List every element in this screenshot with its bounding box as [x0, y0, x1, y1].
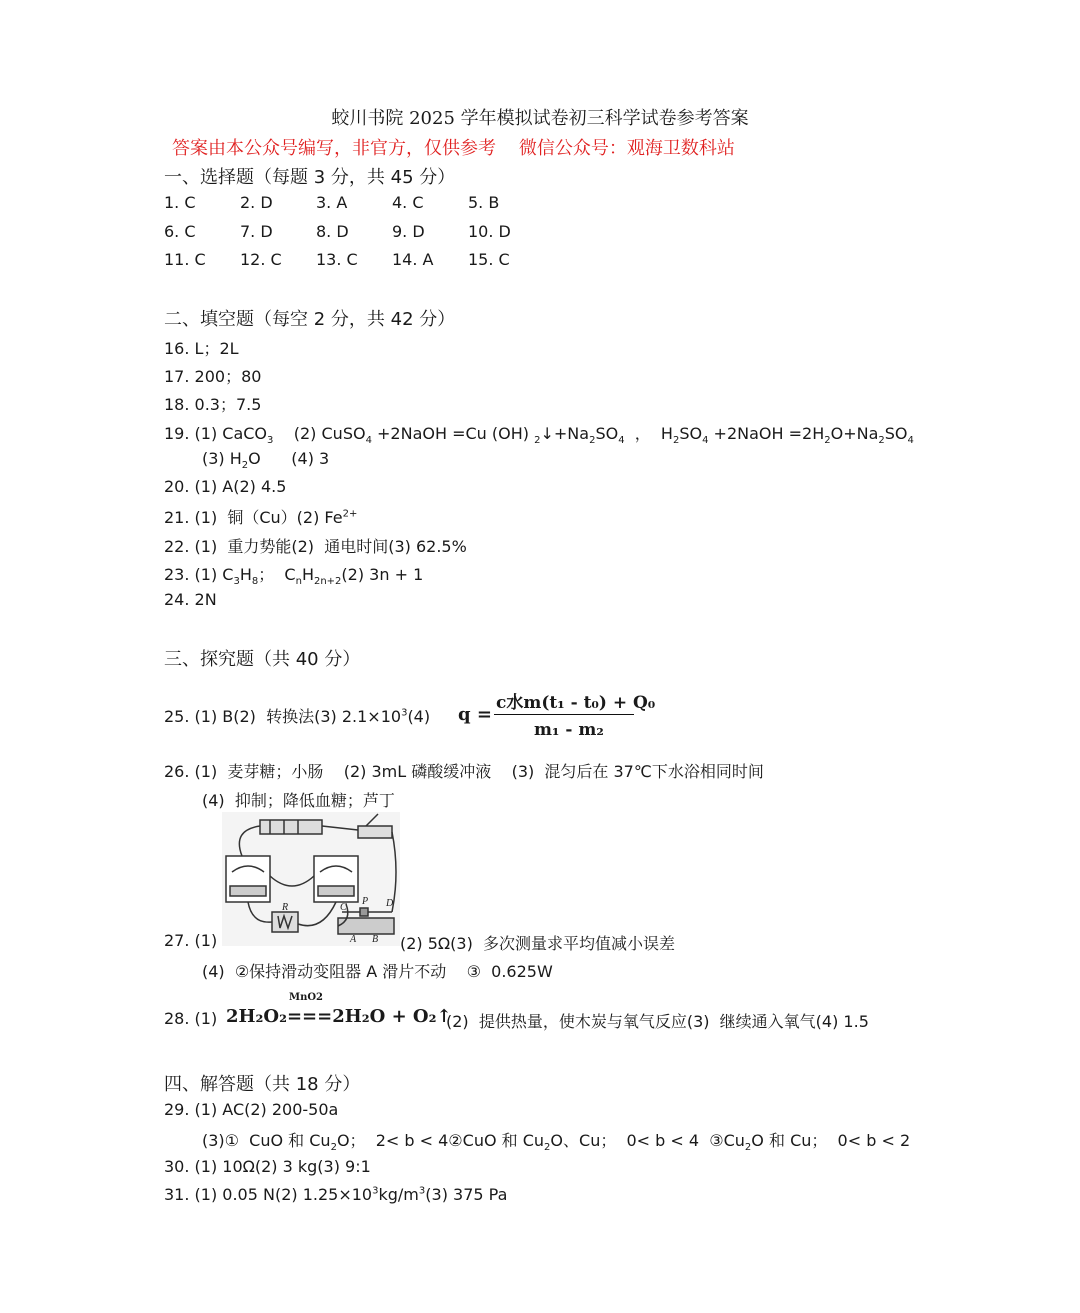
- mc-answer: 7. D: [240, 222, 273, 241]
- subscript: 3: [267, 435, 274, 447]
- text: ， H: [624, 424, 673, 443]
- mc-answer: 8. D: [316, 222, 349, 241]
- text: 25. (1) B(2) 转换法(3) 2.1×10: [164, 707, 402, 726]
- section-heading-choice: 一、选择题（每题 3 分，共 45 分）: [164, 167, 456, 188]
- text: 19. (1) CaCO: [164, 424, 268, 443]
- answer-26-line1: 26. (1) 麦芽糖；小肠 (2) 3mL 磷酸缓冲液 (3) 混匀后在 37℃下水浴相同时间: [164, 762, 764, 781]
- subscript: 8: [251, 576, 259, 588]
- answer-27-lead: 27. (1): [164, 931, 218, 950]
- circuit-label-b: B: [372, 934, 379, 945]
- subscript: n: [295, 576, 302, 588]
- section-heading-inquiry: 三、探究题（共 40 分）: [164, 649, 361, 670]
- text: 21. (1) 铜（Cu）(2) Fe: [164, 508, 343, 527]
- section-heading-solve: 四、解答题（共 18 分）: [164, 1074, 361, 1095]
- subscript: 2: [534, 435, 541, 447]
- circuit-diagram: [222, 812, 400, 946]
- answer-26-line2: (4) 抑制；降低血糖；芦丁: [202, 791, 395, 810]
- answer-27-line1: (2) 5Ω(3) 多次测量求平均值减小误差: [400, 934, 675, 953]
- superscript: 3: [418, 1185, 426, 1197]
- formula-denominator: m₁ - m₂: [534, 720, 604, 740]
- mc-answer: 5. B: [468, 193, 500, 212]
- text: H: [301, 565, 314, 584]
- mc-answer: 2. D: [240, 193, 273, 212]
- text: ↓+Na: [540, 424, 590, 443]
- answer-29-line2: [202, 1128, 910, 1153]
- answer-29-line1: 29. (1) AC(2) 200-50a: [164, 1100, 339, 1119]
- answer-17: 17. 200；80: [164, 367, 262, 386]
- text: O+Na: [830, 424, 879, 443]
- text: SO: [884, 424, 908, 443]
- subscript: 2: [241, 460, 249, 472]
- mc-answer: 6. C: [164, 222, 196, 241]
- circuit-label-c: C: [340, 902, 347, 913]
- text: 23. (1) C: [164, 565, 234, 584]
- circuit-label-p: P: [362, 896, 369, 907]
- subscript: 4: [365, 435, 372, 447]
- text: SO: [679, 424, 703, 443]
- answer-31: [164, 1185, 507, 1204]
- page-title: 蛟川书院 2025 学年模拟试卷初三科学试卷参考答案: [331, 108, 749, 129]
- subscript: 4: [618, 435, 625, 447]
- circuit-label-d: D: [386, 898, 394, 909]
- answer-21: [164, 505, 357, 528]
- answer-27-line2: (4) ②保持滑动变阻器 A 滑片不动 ③ 0.625W: [202, 962, 553, 981]
- subscript: 2n+2: [313, 576, 342, 588]
- section-heading-fill: 二、填空题（每空 2 分，共 42 分）: [164, 309, 456, 330]
- mc-answer: 14. A: [392, 250, 434, 269]
- answer-19-line1: [164, 421, 914, 446]
- mc-answer: 4. C: [392, 193, 424, 212]
- circuit-label-a: A: [350, 934, 357, 945]
- mc-answer: 9. D: [392, 222, 425, 241]
- text: kg/m: [378, 1185, 419, 1204]
- text: +2NaOH =2H: [708, 424, 825, 443]
- mc-answer: 1. C: [164, 193, 196, 212]
- subscript: 2: [878, 435, 885, 447]
- superscript: 3: [401, 707, 408, 719]
- text: H: [239, 565, 252, 584]
- answer-16: 16. L；2L: [164, 339, 239, 358]
- text: (3) 375 Pa: [425, 1185, 508, 1204]
- text: (3) H: [202, 449, 242, 468]
- text: +2NaOH =Cu (OH): [371, 424, 535, 443]
- answer-28-rest: (2) 提供热量，使木炭与氧气反应(3) 继续通入氧气(4) 1.5: [446, 1012, 869, 1031]
- chemical-equation: 2H₂O₂===2H₂O + O₂↑: [226, 1006, 452, 1027]
- answer-18: 18. 0.3；7.5: [164, 395, 262, 414]
- formula-numerator: c水m(t₁ - t₀) + Q₀: [496, 693, 656, 713]
- subscript: 4: [702, 435, 709, 447]
- subscript: 4: [907, 435, 914, 447]
- answer-19-line2: [202, 449, 329, 471]
- answer-22: 22. (1) 重力势能(2) 通电时间(3) 62.5%: [164, 537, 467, 556]
- subscript: 2: [744, 1142, 752, 1154]
- text: (2) 3n + 1: [341, 565, 424, 584]
- text: (3)① CuO 和 Cu: [202, 1131, 331, 1150]
- answer-24: 24. 2N: [164, 590, 217, 609]
- superscript: 2+: [342, 508, 358, 520]
- text: (4): [407, 707, 431, 726]
- text: O (4) 3: [248, 449, 330, 468]
- text: ； C: [258, 565, 296, 584]
- mc-answer: 11. C: [164, 250, 206, 269]
- subscript: 3: [233, 576, 240, 588]
- subscript: 2: [544, 1142, 551, 1154]
- mc-answer: 10. D: [468, 222, 511, 241]
- formula-q-label: q =: [458, 704, 492, 725]
- subscript: 2: [824, 435, 831, 447]
- subscript: 2: [672, 435, 680, 447]
- text: O； 2< b < 4②CuO 和 Cu: [336, 1131, 545, 1150]
- answer-23: [164, 562, 423, 587]
- text: 31. (1) 0.05 N(2) 1.25×10: [164, 1185, 373, 1204]
- circuit-label-r: R: [282, 902, 289, 913]
- answer-20: 20. (1) A(2) 4.5: [164, 477, 287, 496]
- answer-25: [164, 704, 430, 727]
- subscript: 2: [330, 1142, 337, 1154]
- mc-answer: 13. C: [316, 250, 358, 269]
- answer-28-lead: 28. (1): [164, 1009, 218, 1028]
- disclaimer-notice: 答案由本公众号编写，非官方，仅供参考 微信公众号：观海卫数科站: [172, 138, 735, 159]
- mc-answer: 15. C: [468, 250, 510, 269]
- text: O、Cu； 0< b < 4 ③Cu: [550, 1131, 745, 1150]
- superscript: 3: [372, 1185, 379, 1197]
- text: O 和 Cu； 0< b < 2: [751, 1131, 911, 1150]
- subscript: 2: [589, 435, 596, 447]
- mc-answer: 3. A: [316, 193, 348, 212]
- fraction-bar: [494, 714, 634, 715]
- catalyst-label: MnO2: [289, 992, 324, 1003]
- text: SO: [595, 424, 619, 443]
- answer-30: 30. (1) 10Ω(2) 3 kg(3) 9:1: [164, 1157, 371, 1176]
- text: (2) CuSO: [293, 424, 366, 443]
- circuit-diagram-drawing: [222, 812, 400, 946]
- mc-answer: 12. C: [240, 250, 282, 269]
